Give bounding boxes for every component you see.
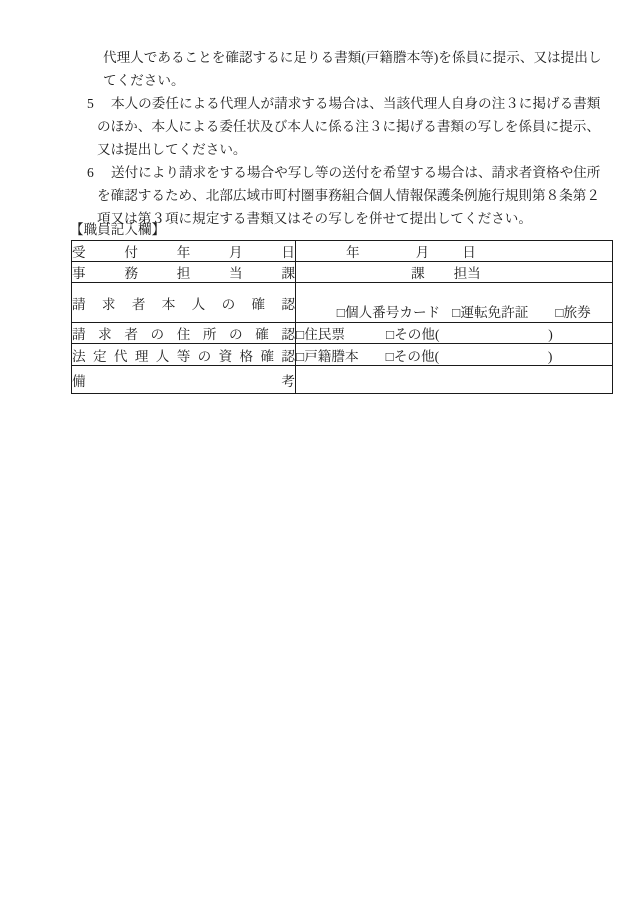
list-item-text: 送付により請求をする場合や写し等の送付を希望する場合は、請求者資格や住所 xyxy=(111,165,601,180)
checkbox-option-family-register: □戸籍謄本 xyxy=(296,348,359,364)
checkbox-option-residence-certificate: □住民票 xyxy=(296,327,345,342)
row-label-legal-representative-check: 法定代理人等の資格確認 xyxy=(72,344,296,366)
list-item-5 xyxy=(0,92,630,115)
table-row-office-in-charge xyxy=(72,262,613,283)
office-in-charge-cell xyxy=(296,262,613,283)
list-item-text: 本人の委任による代理人が請求する場合は、当該代理人自身の注３に掲げる書類 xyxy=(111,96,601,111)
section-title-staff-entry: 【職員記入欄】 xyxy=(70,222,166,237)
list-item-6 xyxy=(0,161,630,184)
month-label: 月 xyxy=(415,245,430,260)
checkbox-option-other: □その他( ) xyxy=(385,348,553,364)
row-label-office-in-charge: 事務担当課 xyxy=(72,262,296,283)
list-item-5-line: 又は提出してください。 xyxy=(97,142,247,157)
checkbox-option-other: □その他( ) xyxy=(386,327,553,342)
remarks-cell xyxy=(296,366,613,394)
note4-line: てください。 xyxy=(103,73,185,88)
table-row-legal-representative-check xyxy=(72,344,613,366)
list-item-5-line: のほか、本人による委任状及び本人に係る注３に掲げる書類の写しを係員に提示、 xyxy=(97,119,600,134)
staff-label: 担当 xyxy=(453,266,481,281)
list-number: 6 xyxy=(87,165,94,180)
row-label-reception-date: 受付年月日 xyxy=(72,241,296,262)
staff-entry-table xyxy=(71,240,613,394)
note4-line: 代理人であることを確認するに足りる書類(戸籍謄本等)を係員に提示、又は提出し xyxy=(103,50,602,65)
row-label-identity-check: 請求者本人の確認 xyxy=(72,283,296,323)
row-label-address-check: 請求者の住所の確認 xyxy=(72,323,296,344)
table-row-address-check xyxy=(72,323,613,344)
list-item-6-line: 項又は第３項に規定する書類又はその写しを併せて提出してください。 xyxy=(97,211,532,226)
list-number: 5 xyxy=(87,96,94,111)
day-label: 日 xyxy=(462,245,476,260)
row-label-remarks: 備考 xyxy=(72,366,296,394)
identity-check-cell xyxy=(296,283,613,323)
table-row-identity-check xyxy=(72,283,613,323)
year-label: 年 xyxy=(346,245,360,260)
checkbox-option-mynumber-card: □個人番号カード xyxy=(336,304,441,320)
checkbox-option-passport: □旅券 xyxy=(555,304,591,320)
body-text xyxy=(0,46,630,230)
checkbox-option-drivers-license: □運転免許証 xyxy=(452,304,529,320)
address-check-cell xyxy=(296,323,613,344)
table-row-remarks xyxy=(72,366,613,394)
list-item-6-line: を確認するため、北部広域市町村圏事務組合個人情報保護条例施行規則第８条第２ xyxy=(97,188,600,203)
section-label: 課 xyxy=(411,266,425,281)
legal-representative-check-cell xyxy=(296,344,613,366)
table-row-reception-date xyxy=(72,241,613,262)
reception-date-cell xyxy=(296,241,613,262)
